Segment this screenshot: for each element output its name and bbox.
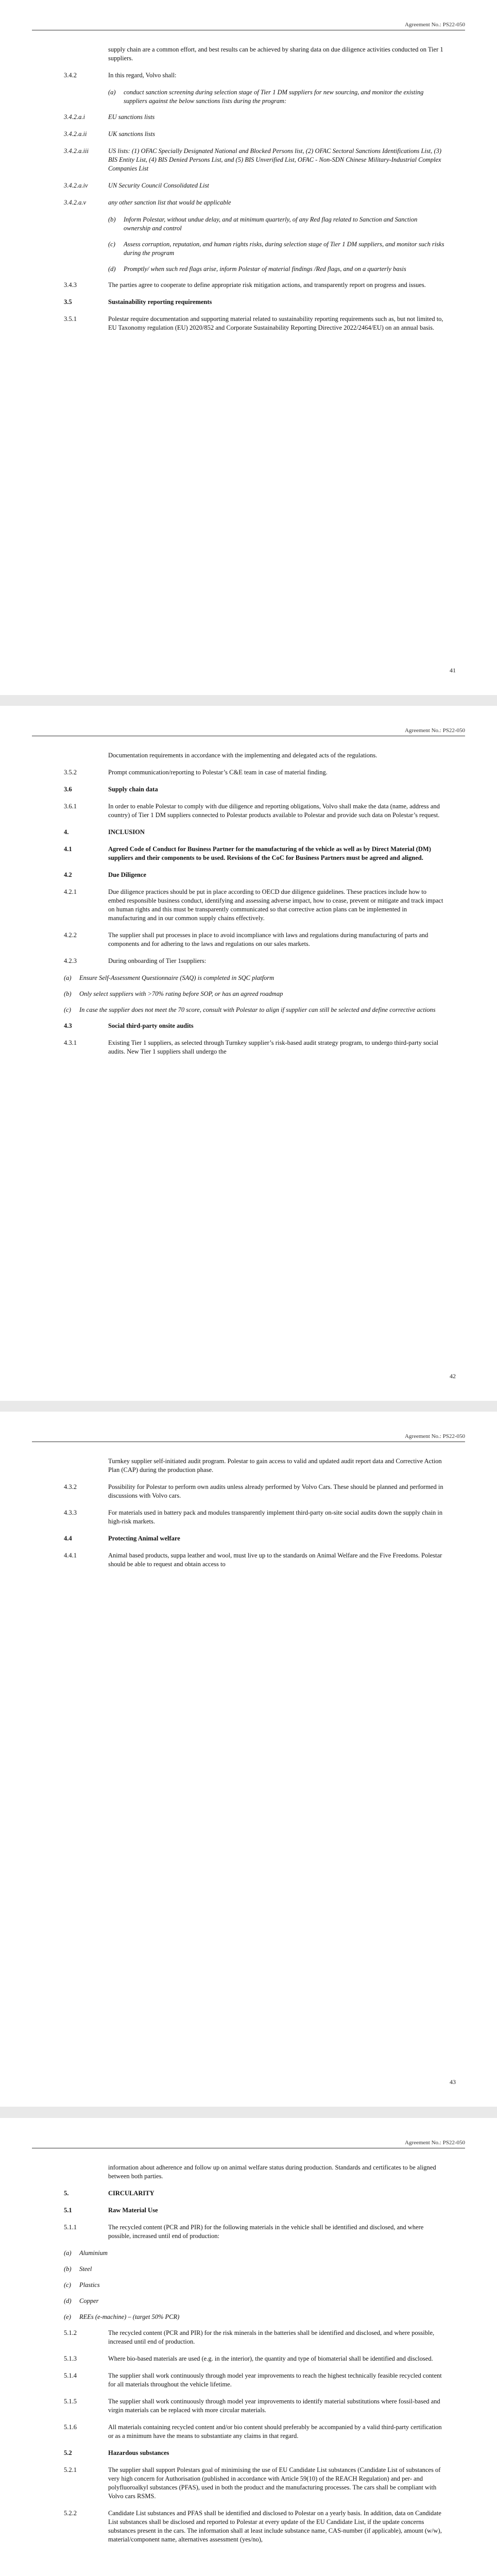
page-number: 42 (450, 1372, 456, 1380)
clause-4-3-3: 4.3.3 For materials used in battery pack and modules transparently implement third-party on-site social audits down the supply chain in high-risk markets. (64, 1509, 443, 1525)
paragraph: Turnkey supplier self-initiated audit program. Polestar to gain access to valid and updated audit report data and Corrective Action Plan (CAP) during the production phase. (108, 1458, 442, 1473)
subclause-c: (c) Assess corruption, reputation, and human rights risks, during selection stage of Tier 1 DM suppliers, and monitor such risks during the program (108, 241, 444, 257)
sanctions-list-item: 3.4.2.a.v any other sanction list that would be applicable (64, 199, 231, 206)
page-number: 43 (450, 2078, 456, 2086)
material-item: (d) Copper (64, 2297, 99, 2304)
material-item: (e) REEs (e-machine) – (target 50% PCR) (64, 2313, 180, 2320)
clause-5-1-1: 5.1.1 The recycled content (PCR and PIR) for the following materials in the vehicle shall be identified and disclosed, and where possible, increased until end of production: (64, 2224, 424, 2240)
sanctions-list-item: 3.4.2.a.iv UN Security Council Consolidated List (64, 182, 209, 189)
page-number: 41 (450, 667, 456, 674)
clause-5-1-2: 5.1.2 The recycled content (PCR and PIR) for the risk minerals in the batteries shall be identified and disclosed, and where possible, increased until end of production. (64, 2329, 435, 2345)
agreement-header: Agreement No.: PS22-050 (404, 22, 465, 28)
clause-3-4-2: 3.4.2 In this regard, Volvo shall: (64, 72, 177, 79)
clause-4-3-1: 4.3.1 Existing Tier 1 suppliers, as selected through Turnkey supplier’s risk-based audit strategy program, to undergo third-party social audits. New Tier 1 suppliers shall undergo the (64, 1039, 439, 1055)
subclause-b: (b) Inform Polestar, without undue delay, and at minimum quarterly, of any Red flag related to Sanction and Sanction ownership and control (108, 216, 418, 232)
section-heading-5-1: 5.1 Raw Material Use (64, 2207, 158, 2214)
clause-3-4-3: 3.4.3 The parties agree to cooperate to define appropriate risk mitigation actions, and transparently report on progress and issues. (64, 281, 426, 289)
section-heading-3-5: 3.5 Sustainability reporting requirements (64, 298, 212, 306)
sanctions-list-item: 3.4.2.a.iii US lists: (1) OFAC Specially Designated National and Blocked Persons list, (2) OFAC Sectoral Sanctions Identifications List, (3) BIS Entity List, (4) BIS Denied Persons List, and (5) BIS Unverified List, OFAC - Non-SDN Chinese Military-Industrial Complex Companies List (64, 147, 442, 172)
section-heading-5: 5. CIRCULARITY (64, 2190, 155, 2197)
section-heading-3-6: 3.6 Supply chain data (64, 786, 158, 793)
subclause-a: (a) Ensure Self-Assessment Questionnaire (SAQ) is completed in SQC platform (64, 974, 275, 981)
section-heading-4-3: 4.3 Social third-party onsite audits (64, 1022, 194, 1029)
subclause-d: (d) Promptly/ when such red flags arise, inform Polestar of material findings /Red flags, and on a quarterly basis (108, 265, 406, 273)
agreement-header: Agreement No.: PS22-050 (404, 2140, 465, 2146)
clause-3-5-1: 3.5.1 Polestar require documentation and supporting material related to sustainability reporting requirements such as, but not limited to, EU Taxonomy regulation (EU) 2020/852 and Corporate Sustainability Reporting Directive 2022/2464/EU) on an annual basis. (64, 315, 443, 331)
subclause-c: (c) In case the supplier does not meet the 70 score, consult with Polestar to align if supplier can still be selected and define corrective actions (64, 1006, 436, 1013)
clause-5-1-6: 5.1.6 All materials containing recycled content and/or bio content should preferably be accompanied by a valid third-party certification or as a minimum have the means to substantiate any claims in that regard. (64, 2424, 442, 2439)
section-heading-4: 4. INCLUSION (64, 828, 145, 836)
section-heading-5-2: 5.2 Hazardous substances (64, 2449, 169, 2456)
sanctions-list-item: 3.4.2.a.i EU sanctions lists (64, 113, 155, 121)
section-heading-4-2: 4.2 Due Diligence (64, 871, 146, 878)
clause-4-4-1: 4.4.1 Animal based products, suppa leather and wool, must live up to the standards on Animal Welfare and the Five Freedoms. Polestar should be able to request and obtain access to (64, 1552, 442, 1568)
clause-5-1-4: 5.1.4 The supplier shall work continuously through model year improvements to reach the highest technically feasible recycled content for all materials throughout the vehicle lifetime. (64, 2372, 442, 2388)
document-page-44 (0, 2118, 497, 2576)
clause-5-1-5: 5.1.5 The supplier shall work continuously through model year improvements to identify material substitutions where fossil-based and virgin materials can be replaced with more circular materials. (64, 2398, 440, 2414)
page-content (64, 1457, 445, 1577)
document-page-41 (0, 0, 497, 695)
clause-4-1: 4.1 Agreed Code of Conduct for Business Partner for the manufacturing of the vehicle as well as by Direct Material (DM) suppliers and their components to be used. Revisions of the CoC for Business Partners must be agreed and aligned. (64, 845, 431, 861)
section-heading-4-4: 4.4 Protecting Animal welfare (64, 1535, 180, 1542)
material-item: (b) Steel (64, 2265, 92, 2273)
agreement-header: Agreement No.: PS22-050 (404, 727, 465, 734)
material-item: (a) Aluminium (64, 2249, 108, 2257)
clause-3-5-2: 3.5.2 Prompt communication/reporting to Polestar’s C&E team in case of material finding. (64, 769, 328, 776)
clause-5-2-1: 5.2.1 The supplier shall support Polestars goal of minimising the use of EU Candidate List substances (Candidate List of substances of very high concern for Authorisation (published in accordance with Article 59(10) of the REACH Regulation) and per- and polyfluoroalkyl substances (PFAS), used in both the product and the manufacturing processes. The cars shall be compliant with Volvo cars RSMS. (64, 2466, 441, 2500)
clause-5-1-3: 5.1.3 Where bio-based materials are used (e.g. in the interior), the quantity and type of biomaterial shall be identified and disclosed. (64, 2355, 433, 2362)
subclause-b: (b) Only select suppliers with >70% rating before SOP, or has an agreed roadmap (64, 990, 283, 997)
subclause-a: (a) conduct sanction screening during selection stage of Tier 1 DM suppliers for new sourcing, and monitor the existing suppliers against the below sanctions lists during the program: (108, 89, 424, 105)
clause-4-2-3: 4.2.3 During onboarding of Tier 1suppliers: (64, 957, 207, 964)
paragraph: Documentation requirements in accordance with the implementing and delegated acts of the regulations. (108, 752, 378, 759)
agreement-header: Agreement No.: PS22-050 (404, 1433, 465, 1439)
paragraph: supply chain are a common effort, and best results can be achieved by sharing data on due diligence activities conducted on Tier 1 suppliers. (108, 46, 443, 62)
clause-4-2-1: 4.2.1 Due diligence practices should be put in place according to OECD due diligence guidelines. These practices include how to embed responsible business conduct, identifying and assessing adverse impact, how to cease, prevent or mitigate and track impact on human rights and this must be transparently communicated so that corrective action plans can be implemented in manufacturing and in our common supply chains effectively. (64, 888, 443, 922)
page-content (64, 45, 445, 341)
paragraph: information about adherence and follow up on animal welfare status during production. Standards and certificates to be aligned between both parties. (108, 2164, 436, 2180)
document-page-43 (0, 1412, 497, 2107)
page-content (64, 751, 445, 1064)
clause-4-3-2: 4.3.2 Possibility for Polestar to perform own audits unless already performed by Volvo Cars. These should be planned and performed in discussions with Volvo cars. (64, 1483, 443, 1499)
clause-5-2-2: 5.2.2 Candidate List substances and PFAS shall be identified and disclosed to Polestar on a yearly basis. In addition, data on Candidate List substances shall be disclosed and reported to Polestar at every update of the EU Candidate List, if the update concerns substances present in the cars. The information shall at least include substance name, CAS-number (if applicable), amount (w/w), material/component name, alternatives assessment (yes/no), (64, 2510, 442, 2543)
clause-4-2-2: 4.2.2 The supplier shall put processes in place to avoid incompliance with laws and regulations during manufacturing of parts and components and for adhering to the laws and regulations on our sales markets. (64, 931, 429, 947)
page-content (64, 2163, 445, 2552)
sanctions-list-item: 3.4.2.a.ii UK sanctions lists (64, 130, 155, 138)
material-item: (c) Plastics (64, 2281, 100, 2289)
clause-3-6-1: 3.6.1 In order to enable Polestar to comply with due diligence and reporting obligations, Volvo shall make the data (name, address and country) of Tier 1 DM suppliers connected to Polestar products available to Polestar and provide such data on Polestar’s request. (64, 803, 440, 819)
document-page-42 (0, 706, 497, 1401)
